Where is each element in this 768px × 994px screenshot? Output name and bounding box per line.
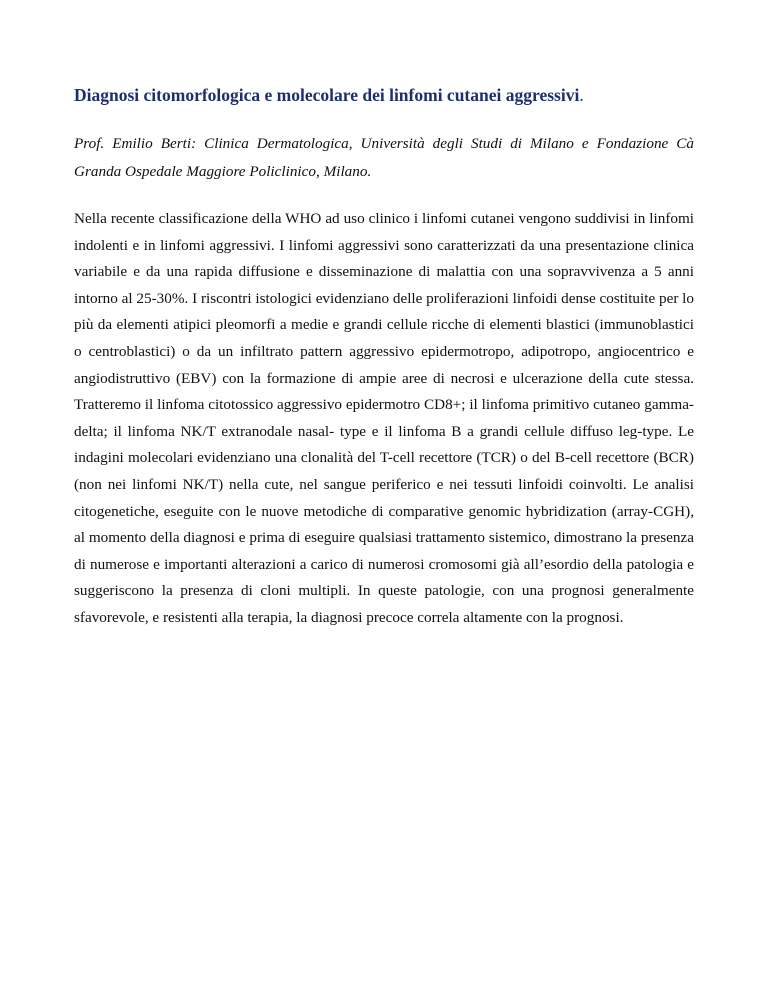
document-page	[74, 84, 694, 632]
author-affiliation: Prof. Emilio Berti: Clinica Dermatologica, Università degli Studi di Milano e Fondazione Cà Granda Ospedale Maggiore Policlinico, Milano.	[74, 135, 694, 180]
abstract-paragraph: Nella recente classificazione della WHO ad uso clinico i linfomi cutanei vengono suddivisi in linfomi indolenti e in linfomi aggressivi. I linfomi aggressivi sono caratterizzati da una presentazione clinica variabile e da una rapida diffusione e disseminazione di malattia con una sopravvivenza a 5 anni intorno al 25-30%. I riscontri istologici evidenziano delle proliferazioni linfoidi dense costituite per lo più da elementi atipici pleomorfi a medie e grandi cellule ricche di elementi blastici (immunoblastici o centroblastici) o da un infiltrato pattern aggressivo epidermotropo, adipotropo, angiocentrico e angiodistruttivo (EBV) con la formazione di ampie aree di necrosi e ulcerazione della cute stessa. Tratteremo il linfoma citotossico aggressivo epidermotro CD8+; il linfoma primitivo cutaneo gamma-delta; il linfoma NK/T extranodale nasal- type e il linfoma B a grandi cellule diffuso leg-type. Le indagini molecolari evidenziano una clonalità del T-cell recettore (TCR) o del B-cell recettore (BCR) (non nei linfomi NK/T) nella cute, nel sangue periferico e nei tessuti linfoidi coinvolti. Le analisi citogenetiche, eseguite con le nuove metodiche di comparative genomic hybridization (array-CGH), al momento della diagnosi e prima di eseguire qualsiasi trattamento sistemico, dimostrano la presenza di numerose e importanti alterazioni a carico di numerosi cromosomi già all’esordio della patologia e suggeriscono la presenza di cloni multipli. In queste patologie, con una prognosi generalmente sfavorevole, e resistenti alla terapia, la diagnosi precoce correla altamente con la prognosi.	[74, 210, 694, 626]
title-text: Diagnosi citomorfologica e molecolare dei linfomi cutanei aggressivi	[74, 85, 580, 105]
title-period: .	[579, 85, 584, 105]
document-title	[74, 84, 694, 106]
